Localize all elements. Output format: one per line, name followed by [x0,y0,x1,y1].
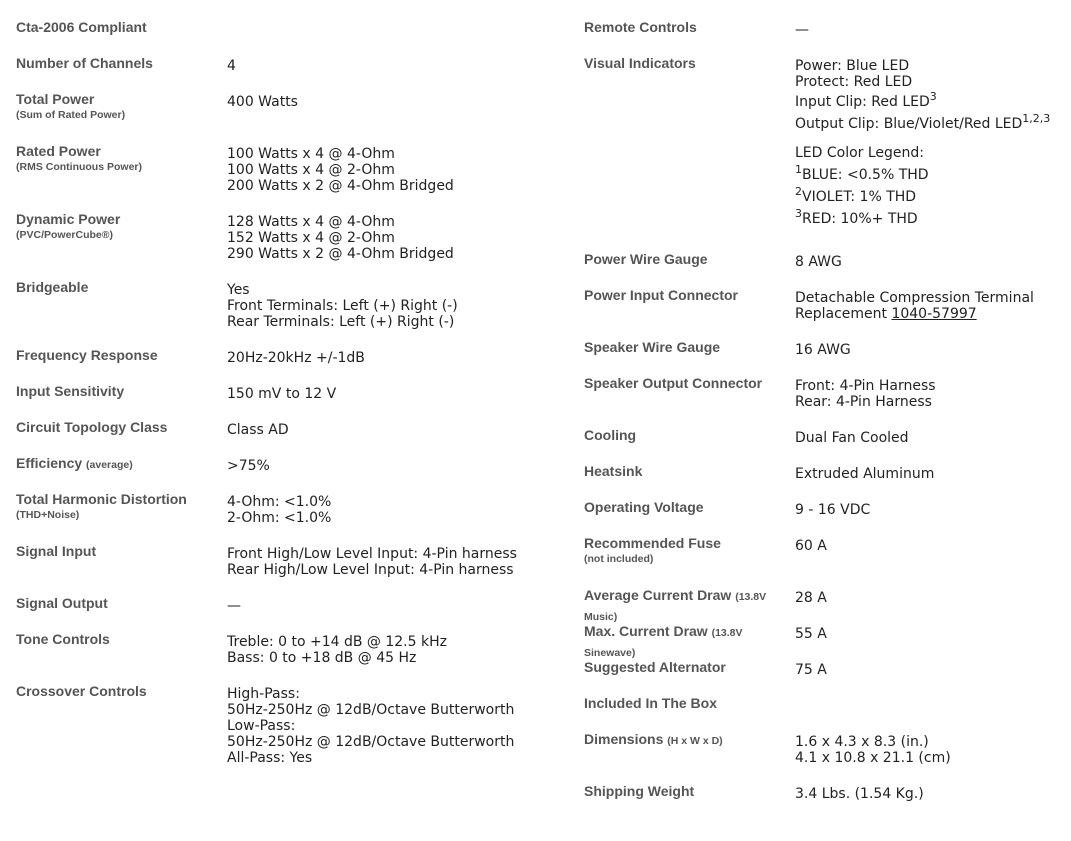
spec-value-line: Power: Blue LED [795,58,910,74]
spec-sublabel: (PVC/PowerCube®) [16,229,113,241]
spec-row-crossover [16,680,556,780]
spec-value: 20Hz-20kHz +/-1dB [227,350,365,366]
spec-row-signal-output [16,592,556,628]
spec-value: 4 [227,58,236,74]
spec-column-left [16,16,556,780]
spec-value-line: 152 Watts x 4 @ 2-Ohm [227,230,395,246]
spec-label: Signal Input [16,543,97,559]
spec-sublabel: (13.8V Sinewave) [584,627,743,659]
spec-row-in-box [584,692,1064,728]
spec-row-channels [16,52,556,88]
spec-label: Heatsink [584,463,643,479]
spec-label: Max. Current Draw [584,623,708,639]
spec-value-line: Front: 4-Pin Harness [795,378,936,394]
spec-value-line: High-Pass: [227,686,300,702]
spec-row-dimensions [584,728,1064,780]
spec-value: 60 A [795,538,827,554]
spec-value-line: 50Hz-250Hz @ 12dB/Octave Butterworth [227,734,515,750]
spec-row-efficiency [16,452,556,488]
spec-label: Speaker Wire Gauge [584,339,721,355]
spec-value: >75% [227,458,270,474]
spec-row-speaker-wire [584,336,1064,372]
spec-column-right [584,16,1064,816]
spec-label: Dynamic Power [16,211,121,227]
spec-value-line: Low-Pass: [227,718,296,734]
spec-value-line: 4-Ohm: <1.0% [227,494,332,510]
spec-label: Bridgeable [16,279,89,295]
spec-label: Remote Controls [584,19,697,35]
spec-label: Average Current Draw [584,587,732,603]
spec-row-visual-indicators [584,52,1064,248]
spec-label: Power Input Connector [584,287,738,303]
spec-label: Dimensions [584,731,664,747]
spec-sublabel: (RMS Continuous Power) [16,161,142,173]
spec-row-sensitivity [16,380,556,416]
spec-row-total-power [16,88,556,140]
spec-value-line: Input Clip: Red LED [795,94,930,110]
spec-label: Tone Controls [16,631,110,647]
spec-value: 9 - 16 VDC [795,502,871,518]
footnote-marker: 3 [795,207,802,220]
spec-sublabel: (average) [86,459,133,471]
spec-value: 55 A [795,626,827,642]
spec-label: Included In The Box [584,695,718,711]
spec-value-line: Detachable Compression Terminal [795,290,1034,306]
spec-value-line: All-Pass: Yes [227,750,313,766]
spec-value-line: 100 Watts x 4 @ 2-Ohm [227,162,395,178]
spec-value-line: Front Terminals: Left (+) Right (-) [227,298,458,314]
spec-row-fuse [584,532,1064,584]
spec-row-avg-current [584,584,1064,623]
spec-value: 75 A [795,662,827,678]
spec-value-line: Treble: 0 to +14 dB @ 12.5 kHz [227,634,447,650]
spec-value: Dual Fan Cooled [795,430,909,446]
spec-value-line: Front High/Low Level Input: 4-Pin harness [227,546,517,562]
spec-label: Total Power [16,91,95,107]
spec-label: Signal Output [16,595,108,611]
spec-label: Efficiency [16,455,83,471]
spec-row-thd [16,488,556,540]
spec-row-topology [16,416,556,452]
spec-label: Suggested Alternator [584,659,726,675]
spec-value: Extruded Aluminum [795,466,935,482]
spec-row-power-connector [584,284,1064,336]
spec-label: Recommended Fuse [584,535,721,551]
footnote-marker: 2 [795,185,802,198]
spec-row-remote [584,16,1064,52]
spec-value: Class AD [227,422,289,438]
spec-label: Operating Voltage [584,499,704,515]
spec-value-line: Replacement [795,306,887,322]
spec-value-line: Bass: 0 to +18 dB @ 45 Hz [227,650,417,666]
spec-row-max-current [584,620,1064,659]
spec-value: 28 A [795,590,827,606]
spec-row-heatsink [584,460,1064,496]
spec-value-line: Rear Terminals: Left (+) Right (-) [227,314,455,330]
spec-value-line: Rear High/Low Level Input: 4-Pin harness [227,562,514,578]
spec-value: 150 mV to 12 V [227,386,337,402]
spec-sublabel: (THD+Noise) [16,509,80,521]
spec-label: Crossover Controls [16,683,147,699]
spec-row-shipping [584,780,1064,816]
spec-row-cta [16,16,556,52]
spec-value-line: Output Clip: Blue/Violet/Red LED [795,116,1023,132]
spec-sublabel: (H x W x D) [667,735,723,747]
spec-row-rated-power [16,140,556,208]
spec-row-bridgeable [16,276,556,344]
spec-row-tone [16,628,556,680]
footnote-marker: 3 [929,90,937,103]
spec-label: Cta-2006 Compliant [16,19,147,35]
spec-value-line: 50Hz-250Hz @ 12dB/Octave Butterworth [227,702,515,718]
led-legend-item: BLUE: <0.5% THD [802,167,929,183]
led-legend-item: RED: 10%+ THD [802,211,918,227]
spec-value-line: 4.1 x 10.8 x 21.1 (cm) [795,750,951,766]
spec-row-alternator [584,656,1064,692]
spec-label: Cooling [584,427,637,443]
spec-value-line: 290 Watts x 2 @ 4-Ohm Bridged [227,246,454,262]
spec-value: 8 AWG [795,254,842,270]
spec-value: 400 Watts [227,94,298,110]
spec-value-line: 100 Watts x 4 @ 4-Ohm [227,146,395,162]
spec-label: Rated Power [16,143,101,159]
spec-value: 16 AWG [795,342,851,358]
spec-row-power-wire [584,248,1064,284]
spec-value-line: 200 Watts x 2 @ 4-Ohm Bridged [227,178,454,194]
spec-label: Power Wire Gauge [584,251,708,267]
spec-label: Total Harmonic Distortion [16,491,187,507]
spec-value-line: Yes [227,282,250,298]
spec-row-signal-input [16,540,556,592]
spec-label: Circuit Topology Class [16,419,168,435]
spec-row-cooling [584,424,1064,460]
spec-row-dynamic-power [16,208,556,276]
replacement-part-link[interactable]: 1040-57997 [891,306,977,322]
spec-label: Number of Channels [16,55,153,71]
spec-value-line: Protect: Red LED [795,74,913,90]
spec-value: — [227,598,241,614]
led-legend-item: VIOLET: 1% THD [802,189,917,205]
spec-value: — [795,22,809,38]
spec-label: Shipping Weight [584,783,695,799]
spec-value-line: Rear: 4-Pin Harness [795,394,932,410]
spec-label: Visual Indicators [584,55,696,71]
spec-value-line: 1.6 x 4.3 x 8.3 (in.) [795,734,929,750]
footnote-marker: 1,2,3 [1022,112,1051,125]
spec-value-line: 2-Ohm: <1.0% [227,510,332,526]
spec-label: Speaker Output Connector [584,375,763,391]
spec-sublabel: (not included) [584,553,654,565]
spec-row-voltage [584,496,1064,532]
footnote-marker: 1 [795,163,802,176]
spec-sublabel: (Sum of Rated Power) [16,109,126,121]
led-legend-title: LED Color Legend: [795,145,925,161]
spec-label: Input Sensitivity [16,383,125,399]
spec-value-line: 128 Watts x 4 @ 4-Ohm [227,214,395,230]
spec-row-frequency [16,344,556,380]
spec-value: 3.4 Lbs. (1.54 Kg.) [795,786,924,802]
spec-sublabel: (13.8V Music) [584,591,767,623]
spec-row-speaker-connector [584,372,1064,424]
spec-label: Frequency Response [16,347,158,363]
